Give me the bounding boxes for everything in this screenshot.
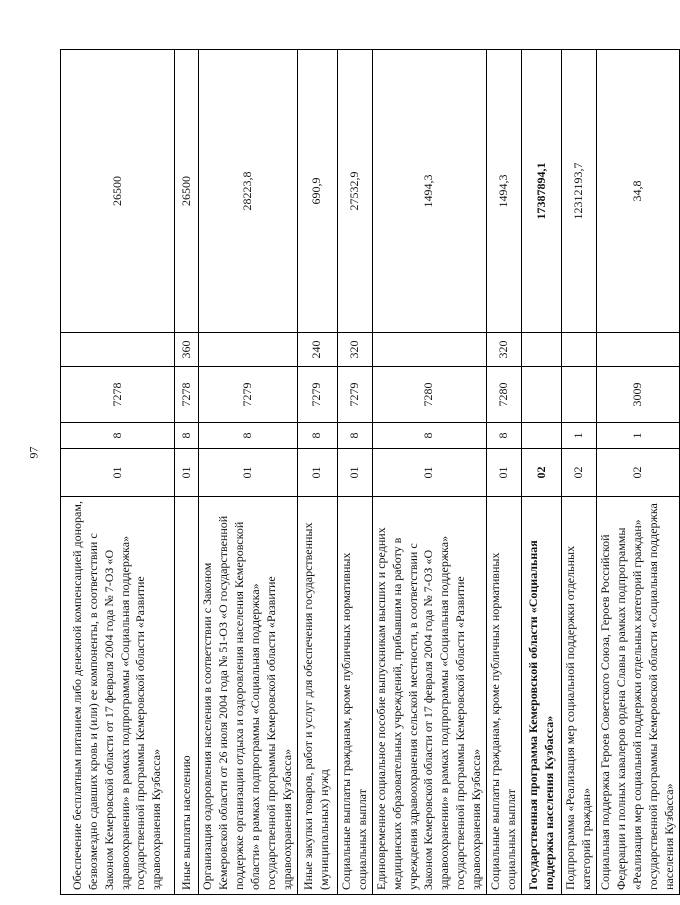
code-cell-c2: 8 — [372, 423, 487, 449]
code-cell-c1: 02 — [597, 449, 680, 497]
code-cell-c3: 7278 — [61, 367, 175, 423]
code-cell-c4 — [597, 333, 680, 367]
row-name-cell: Социальные выплаты гражданам, кроме публичных нормативных социальных выплат — [337, 497, 372, 895]
code-cell-c2 — [522, 423, 562, 449]
code-cell-c2: 8 — [337, 423, 372, 449]
table-row — [61, 50, 175, 895]
amount-cell: 1494,3 — [487, 50, 522, 333]
code-cell-c2: 1 — [562, 423, 597, 449]
budget-table-page — [60, 50, 676, 895]
row-name-cell: Социальная поддержка Героев Советского Союза, Героев Российской Федерации и полных кавалеров ордена Славы в рамках подпрограммы «Реализация мер социальной поддержки отдельных категорий граждан» государственной программы Кемеровской области «Социальная поддержка населения Кузбасса» — [597, 497, 680, 895]
code-cell-c2: 8 — [487, 423, 522, 449]
row-name-cell: Иные выплаты населению — [175, 497, 199, 895]
code-cell-c1: 01 — [297, 449, 337, 497]
code-cell-c3: 7279 — [297, 367, 337, 423]
table-row — [175, 50, 199, 895]
code-cell-c3: 7279 — [337, 367, 372, 423]
page-number: 97 — [26, 446, 41, 459]
row-name-cell: Иные закупки товаров, работ и услуг для обеспечения государственных (муниципальных) нужд — [297, 497, 337, 895]
code-cell-c2: 8 — [61, 423, 175, 449]
code-cell-c4: 320 — [337, 333, 372, 367]
code-cell-c4 — [199, 333, 298, 367]
code-cell-c1: 02 — [522, 449, 562, 497]
code-cell-c3: 3009 — [597, 367, 680, 423]
table-row — [487, 50, 522, 895]
amount-cell: 28223,8 — [199, 50, 298, 333]
code-cell-c4: 320 — [487, 333, 522, 367]
amount-cell: 1494,3 — [372, 50, 487, 333]
code-cell-c4 — [372, 333, 487, 367]
code-cell-c4: 240 — [297, 333, 337, 367]
code-cell-c2: 8 — [175, 423, 199, 449]
table-row — [597, 50, 680, 895]
amount-cell: 12312193,7 — [562, 50, 597, 333]
code-cell-c1: 02 — [562, 449, 597, 497]
code-cell-c3 — [522, 367, 562, 423]
code-cell-c1: 01 — [372, 449, 487, 497]
code-cell-c4 — [562, 333, 597, 367]
amount-cell: 690,9 — [297, 50, 337, 333]
row-name-cell: Подпрограмма «Реализация мер социальной поддержки отдельных категорий граждан» — [562, 497, 597, 895]
code-cell-c1: 01 — [61, 449, 175, 497]
code-cell-c4 — [61, 333, 175, 367]
amount-cell: 34,8 — [597, 50, 680, 333]
code-cell-c1: 01 — [487, 449, 522, 497]
row-name-cell: Социальные выплаты гражданам, кроме публичных нормативных социальных выплат — [487, 497, 522, 895]
code-cell-c1: 01 — [199, 449, 298, 497]
amount-cell: 26500 — [61, 50, 175, 333]
row-name-cell: Государственная программа Кемеровской области «Социальная поддержка населения Кузбасса» — [522, 497, 562, 895]
code-cell-c3: 7280 — [372, 367, 487, 423]
code-cell-c3: 7278 — [175, 367, 199, 423]
code-cell-c3 — [562, 367, 597, 423]
row-name-cell: Организация оздоровления населения в соответствии с Законом Кемеровской области от 26 июля 2004 года № 51-ОЗ «О государственной поддержке организации отдыха и оздоровления населения Кемеровской области» в рамках подпрограммы «Социальная поддержка» государственной программы Кемеровской области «Развитие здравоохранения Кузбасса» — [199, 497, 298, 895]
table-row — [562, 50, 597, 895]
code-cell-c2: 8 — [297, 423, 337, 449]
table-row — [372, 50, 487, 895]
table-row — [337, 50, 372, 895]
code-cell-c2: 8 — [199, 423, 298, 449]
code-cell-c2: 1 — [597, 423, 680, 449]
table-row — [522, 50, 562, 895]
budget-table — [60, 49, 680, 895]
code-cell-c1: 01 — [337, 449, 372, 497]
code-cell-c4: 360 — [175, 333, 199, 367]
amount-cell: 26500 — [175, 50, 199, 333]
code-cell-c4 — [522, 333, 562, 367]
row-name-cell: Обеспечение бесплатным питанием либо денежной компенсацией донорам, безвозмездно сдавших кровь и (или) ее компоненты, в соответствии с Законом Кемеровской области от 17 февраля 2004 года № 7-ОЗ «О здравоохранении» в рамках подпрограммы «Социальная поддержка» государственной программы Кемеровской области «Развитие здравоохранения Кузбасса» — [61, 497, 175, 895]
row-name-cell: Единовременное социальное пособие выпускникам высших и средних медицинских образовательных учреждений, прибывшим на работу в учреждения здравоохранения сельской местности, в соответствии с Законом Кемеровской области от 17 февраля 2004 года № 7-ОЗ «О здравоохранении» в рамках подпрограммы «Социальная поддержка» государственной программы Кемеровской области «Развитие здравоохранения Кузбасса» — [372, 497, 487, 895]
code-cell-c1: 01 — [175, 449, 199, 497]
amount-cell: 27532,9 — [337, 50, 372, 333]
code-cell-c3: 7280 — [487, 367, 522, 423]
code-cell-c3: 7279 — [199, 367, 298, 423]
amount-cell: 17387894,1 — [522, 50, 562, 333]
table-row — [297, 50, 337, 895]
table-row — [199, 50, 298, 895]
